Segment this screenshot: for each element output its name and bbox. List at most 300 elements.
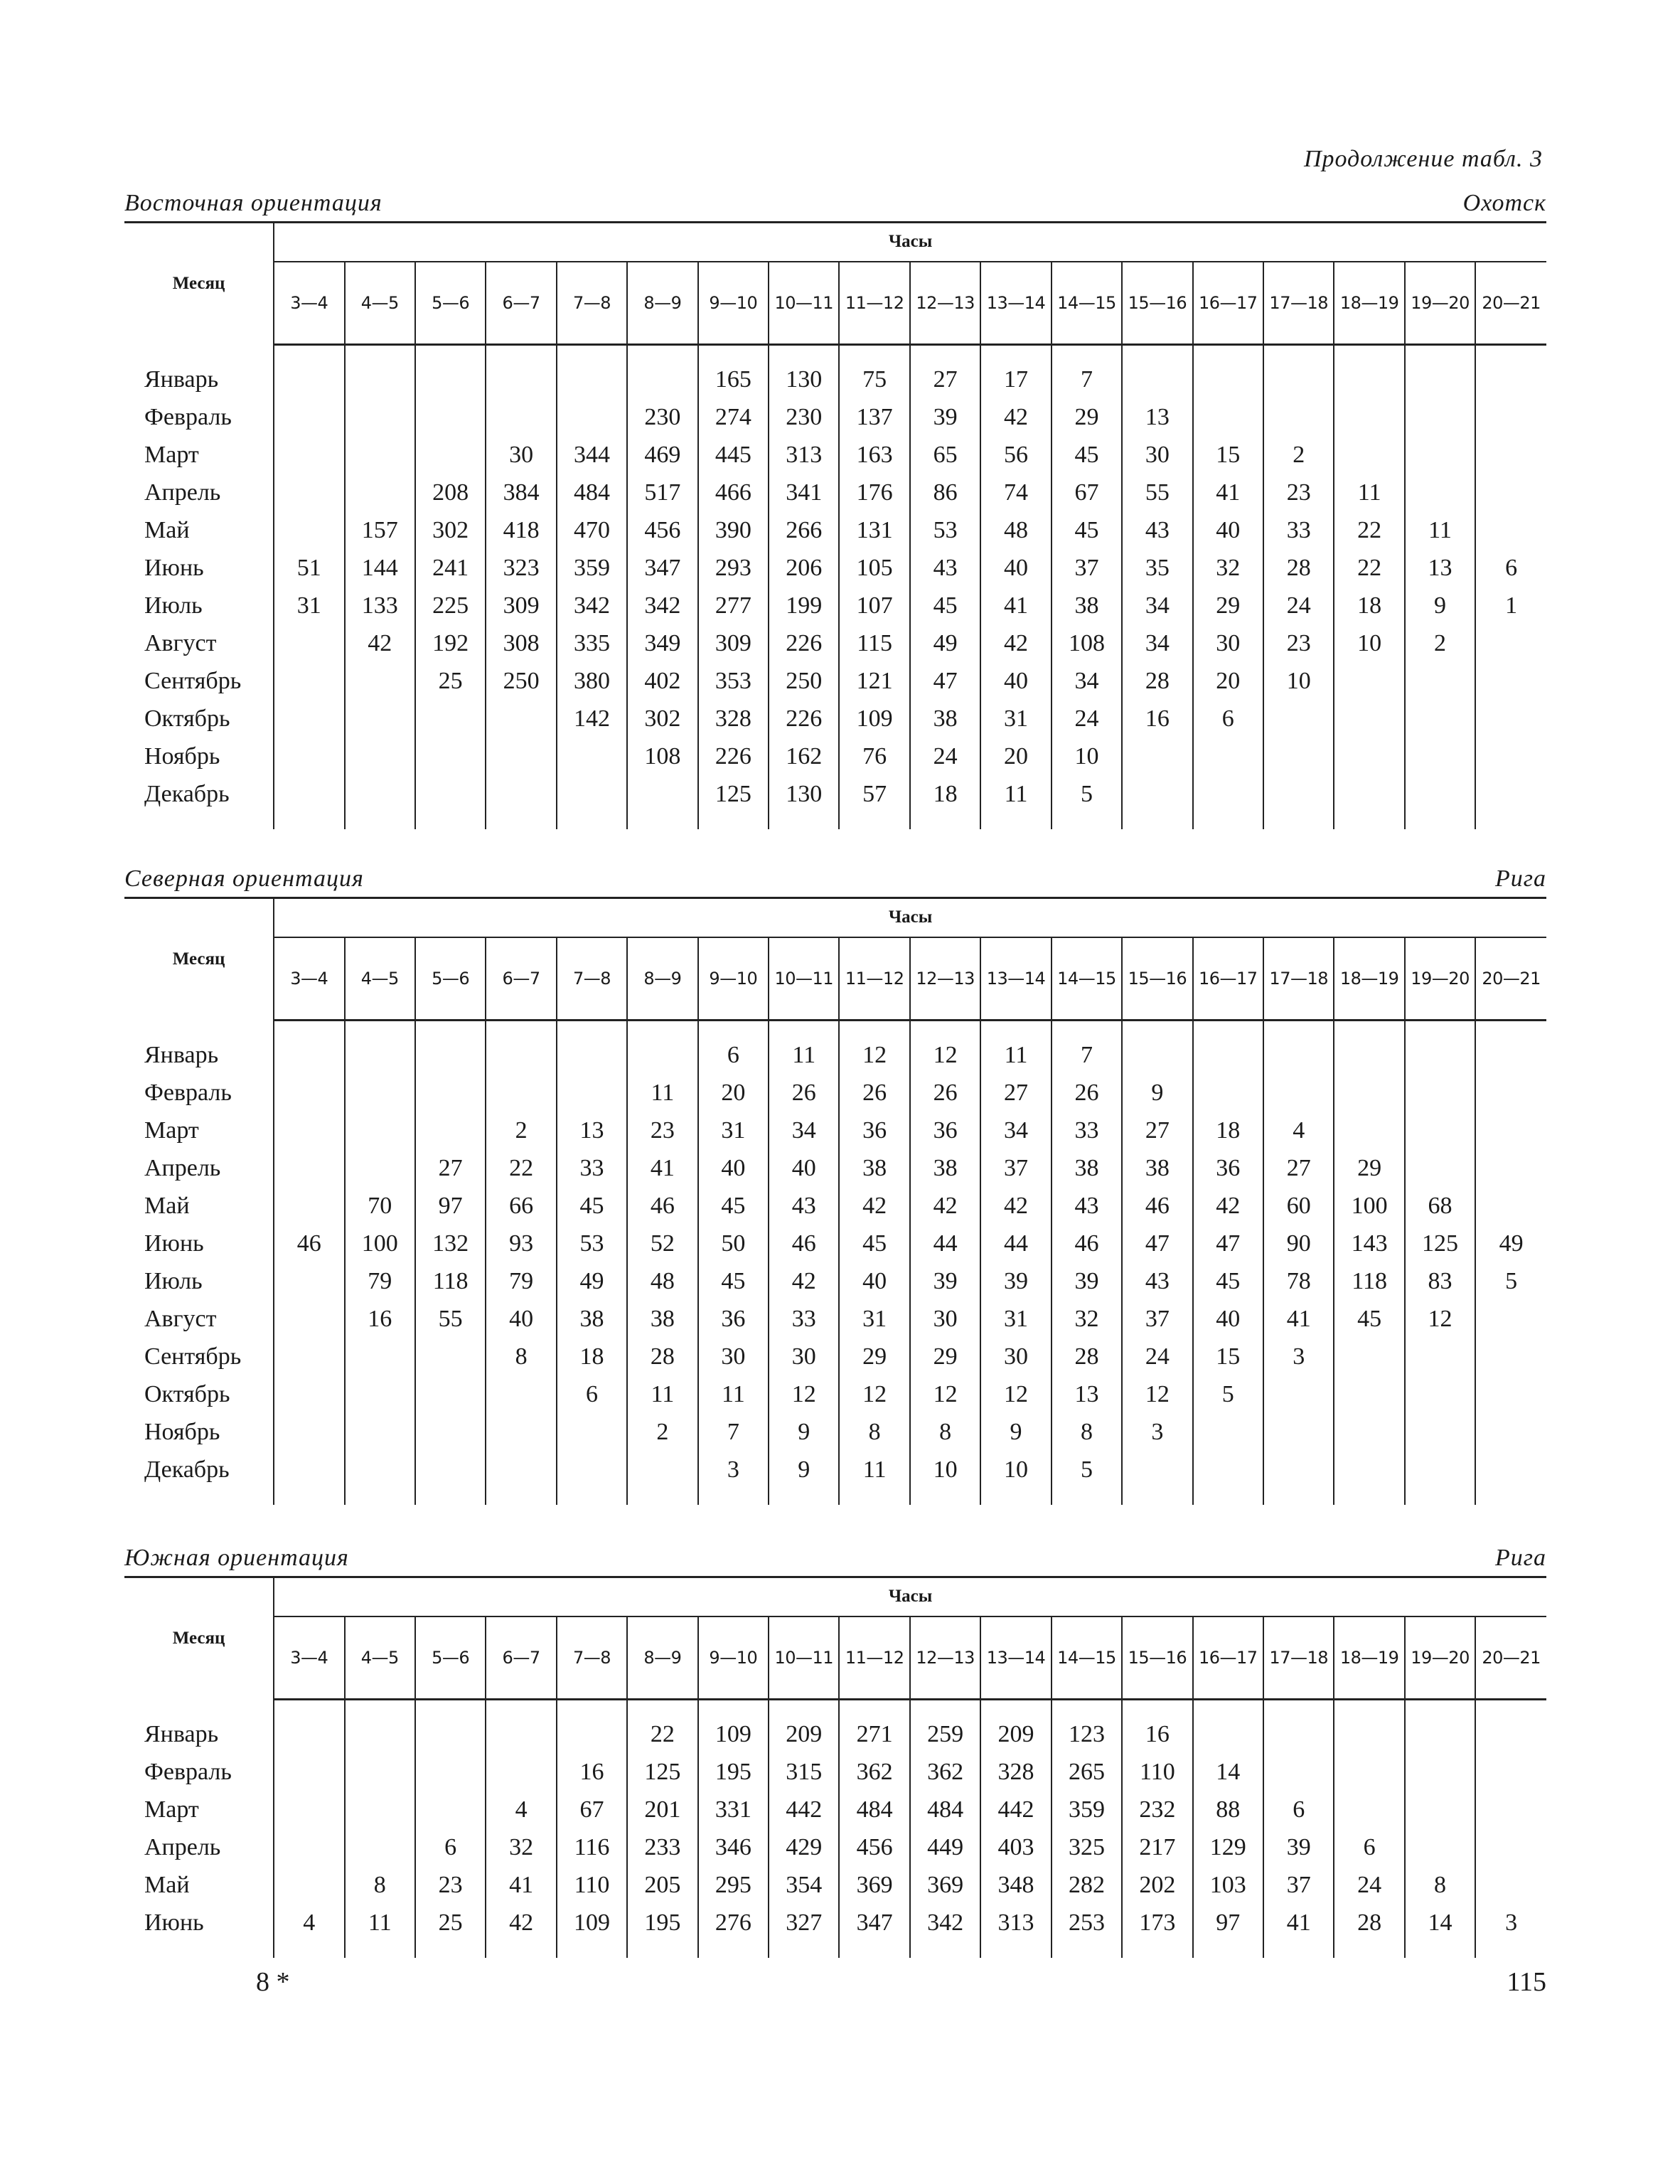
- value-cell: 24: [1052, 701, 1122, 738]
- value-cell: [1405, 1451, 1475, 1489]
- value-cell: [1475, 1037, 1546, 1075]
- spacer-cell: [1052, 814, 1122, 829]
- value-cell: [274, 1754, 344, 1791]
- table-row: [124, 1414, 1546, 1451]
- value-cell: 48: [627, 1263, 697, 1301]
- spacer-cell: [980, 814, 1051, 829]
- value-cell: 40: [769, 1150, 839, 1188]
- value-cell: 11: [345, 1905, 415, 1942]
- value-cell: 33: [1052, 1112, 1122, 1150]
- value-cell: [486, 1376, 556, 1414]
- spacer-row: [124, 814, 1546, 829]
- value-cell: 362: [910, 1754, 980, 1791]
- spacer-cell: [1475, 1020, 1546, 1037]
- value-cell: 5: [1193, 1376, 1263, 1414]
- value-cell: 230: [769, 399, 839, 437]
- value-cell: 325: [1052, 1829, 1122, 1867]
- table-continuation-label: Продолжение табл. 3: [1303, 146, 1543, 172]
- value-cell: [274, 663, 344, 701]
- spacer-cell: [1122, 1942, 1192, 1958]
- value-cell: 36: [1193, 1150, 1263, 1188]
- spacer-cell: [1052, 1489, 1122, 1505]
- value-cell: 195: [698, 1754, 769, 1791]
- value-cell: 16: [1122, 1716, 1192, 1754]
- spacer-row: [124, 1942, 1546, 1958]
- value-cell: 105: [839, 550, 909, 587]
- month-cell: Август: [124, 625, 274, 663]
- value-cell: 50: [698, 1225, 769, 1263]
- value-cell: [1334, 1338, 1404, 1376]
- spacer-cell: [839, 1699, 909, 1716]
- value-cell: 12: [910, 1376, 980, 1414]
- spacer-cell: [124, 1699, 274, 1716]
- value-cell: 27: [1263, 1150, 1334, 1188]
- value-cell: 107: [839, 587, 909, 625]
- column-header-hours: Часы: [274, 898, 1546, 937]
- spacer-cell: [486, 1020, 556, 1037]
- value-cell: 11: [980, 1037, 1051, 1075]
- value-cell: 37: [1122, 1301, 1192, 1338]
- month-cell: Март: [124, 1791, 274, 1829]
- value-cell: 202: [1122, 1867, 1192, 1905]
- value-cell: 232: [1122, 1791, 1192, 1829]
- value-cell: 41: [1263, 1905, 1334, 1942]
- value-cell: 24: [1334, 1867, 1404, 1905]
- spacer-cell: [1405, 1942, 1475, 1958]
- spacer-cell: [1193, 344, 1263, 361]
- month-cell: Июль: [124, 1263, 274, 1301]
- value-cell: [345, 1075, 415, 1112]
- value-cell: 38: [839, 1150, 909, 1188]
- spacer-cell: [1475, 344, 1546, 361]
- month-cell: Январь: [124, 361, 274, 399]
- value-cell: [1405, 1414, 1475, 1451]
- value-cell: [1405, 1376, 1475, 1414]
- value-cell: 46: [1052, 1225, 1122, 1263]
- value-cell: 3: [1263, 1338, 1334, 1376]
- value-cell: 22: [486, 1150, 556, 1188]
- value-cell: [1405, 701, 1475, 738]
- value-cell: 176: [839, 474, 909, 512]
- value-cell: 78: [1263, 1263, 1334, 1301]
- value-cell: [557, 1037, 627, 1075]
- value-cell: 484: [557, 474, 627, 512]
- value-cell: 33: [557, 1150, 627, 1188]
- spacer-cell: [124, 1489, 274, 1505]
- hour-header: 8—9: [627, 937, 697, 1020]
- value-cell: 12: [839, 1376, 909, 1414]
- spacer-cell: [1263, 1489, 1334, 1505]
- value-cell: [415, 1716, 486, 1754]
- hour-header: 18—19: [1334, 937, 1404, 1020]
- value-cell: [345, 1829, 415, 1867]
- value-cell: [1122, 738, 1192, 776]
- table-row: [124, 1867, 1546, 1905]
- value-cell: 209: [769, 1716, 839, 1754]
- value-cell: 313: [980, 1905, 1051, 1942]
- value-cell: 346: [698, 1829, 769, 1867]
- month-cell: Июнь: [124, 1225, 274, 1263]
- value-cell: 20: [1193, 663, 1263, 701]
- hour-header: 18—19: [1334, 262, 1404, 344]
- spacer-cell: [557, 1489, 627, 1505]
- value-cell: 4: [486, 1791, 556, 1829]
- hour-header: 19—20: [1405, 937, 1475, 1020]
- value-cell: 130: [769, 361, 839, 399]
- section-east-okhotsk: [124, 181, 1546, 829]
- value-cell: 74: [980, 474, 1051, 512]
- value-cell: [274, 1414, 344, 1451]
- spacer-cell: [1052, 1020, 1122, 1037]
- value-cell: 157: [345, 512, 415, 550]
- value-cell: [415, 399, 486, 437]
- value-cell: [557, 1716, 627, 1754]
- value-cell: [345, 1376, 415, 1414]
- value-cell: 39: [1052, 1263, 1122, 1301]
- value-cell: [274, 399, 344, 437]
- value-cell: 32: [1052, 1301, 1122, 1338]
- month-cell: Май: [124, 1867, 274, 1905]
- spacer-cell: [627, 1699, 697, 1716]
- spacer-cell: [345, 814, 415, 829]
- hour-header: 11—12: [839, 262, 909, 344]
- value-cell: 23: [415, 1867, 486, 1905]
- table-row: [124, 1225, 1546, 1263]
- spacer-cell: [698, 1699, 769, 1716]
- value-cell: 11: [769, 1037, 839, 1075]
- value-cell: [415, 361, 486, 399]
- value-cell: 5: [1052, 776, 1122, 814]
- value-cell: [1475, 1451, 1546, 1489]
- value-cell: 34: [1122, 587, 1192, 625]
- spacer-cell: [910, 1489, 980, 1505]
- hour-header: 17—18: [1263, 937, 1334, 1020]
- table-header: [124, 223, 1546, 345]
- value-cell: [1405, 1754, 1475, 1791]
- spacer-cell: [1052, 1942, 1122, 1958]
- value-cell: 347: [839, 1905, 909, 1942]
- value-cell: 47: [1193, 1225, 1263, 1263]
- value-cell: [1193, 399, 1263, 437]
- value-cell: 46: [769, 1225, 839, 1263]
- value-cell: [415, 1075, 486, 1112]
- value-cell: 226: [769, 701, 839, 738]
- value-cell: 49: [910, 625, 980, 663]
- value-cell: 9: [1122, 1075, 1192, 1112]
- value-cell: 24: [1122, 1338, 1192, 1376]
- value-cell: 3: [698, 1451, 769, 1489]
- value-cell: [415, 437, 486, 474]
- value-cell: [557, 1414, 627, 1451]
- spacer-cell: [627, 1020, 697, 1037]
- value-cell: 27: [415, 1150, 486, 1188]
- value-cell: 36: [910, 1112, 980, 1150]
- value-cell: [1193, 1414, 1263, 1451]
- value-cell: 110: [557, 1867, 627, 1905]
- spacer-row: [124, 344, 1546, 361]
- month-cell: Сентябрь: [124, 663, 274, 701]
- value-cell: 8: [486, 1338, 556, 1376]
- section-title: Восточная ориентация: [124, 190, 382, 216]
- value-cell: 93: [486, 1225, 556, 1263]
- value-cell: 30: [980, 1338, 1051, 1376]
- value-cell: [1263, 1754, 1334, 1791]
- value-cell: 26: [910, 1075, 980, 1112]
- hour-header: 12—13: [910, 937, 980, 1020]
- spacer-cell: [1193, 1942, 1263, 1958]
- value-cell: 38: [1052, 1150, 1122, 1188]
- hour-header: 5—6: [415, 262, 486, 344]
- value-cell: 49: [557, 1263, 627, 1301]
- value-cell: 46: [627, 1188, 697, 1225]
- value-cell: 34: [980, 1112, 1051, 1150]
- spacer-cell: [557, 814, 627, 829]
- value-cell: 29: [910, 1338, 980, 1376]
- value-cell: 129: [1193, 1829, 1263, 1867]
- value-cell: 34: [1122, 625, 1192, 663]
- page-number: 115: [1507, 1967, 1546, 1997]
- value-cell: [1405, 663, 1475, 701]
- value-cell: 323: [486, 550, 556, 587]
- value-cell: 39: [980, 1263, 1051, 1301]
- spacer-cell: [627, 814, 697, 829]
- value-cell: 390: [698, 512, 769, 550]
- value-cell: 9: [769, 1414, 839, 1451]
- value-cell: 40: [1193, 1301, 1263, 1338]
- spacer-cell: [839, 814, 909, 829]
- value-cell: 18: [557, 1338, 627, 1376]
- month-cell: Октябрь: [124, 701, 274, 738]
- value-cell: [1475, 1414, 1546, 1451]
- month-cell: Март: [124, 1112, 274, 1150]
- value-cell: 277: [698, 587, 769, 625]
- value-cell: 442: [769, 1791, 839, 1829]
- value-cell: [627, 776, 697, 814]
- value-cell: [1475, 1376, 1546, 1414]
- hour-header: 7—8: [557, 937, 627, 1020]
- value-cell: 39: [1263, 1829, 1334, 1867]
- spacer-cell: [1405, 814, 1475, 829]
- value-cell: 123: [1052, 1716, 1122, 1754]
- value-cell: [557, 776, 627, 814]
- table-row: [124, 1716, 1546, 1754]
- hour-header: 15—16: [1122, 262, 1192, 344]
- value-cell: 206: [769, 550, 839, 587]
- table-row: [124, 1263, 1546, 1301]
- spacer-cell: [1334, 1020, 1404, 1037]
- value-cell: 209: [980, 1716, 1051, 1754]
- table-body: [124, 1699, 1546, 1958]
- value-cell: [486, 1754, 556, 1791]
- value-cell: 271: [839, 1716, 909, 1754]
- value-cell: 359: [1052, 1791, 1122, 1829]
- month-cell: Январь: [124, 1716, 274, 1754]
- hour-header: 3—4: [274, 1616, 344, 1699]
- value-cell: 9: [980, 1414, 1051, 1451]
- value-cell: [345, 1037, 415, 1075]
- value-cell: [486, 738, 556, 776]
- value-cell: [274, 1791, 344, 1829]
- value-cell: 12: [839, 1037, 909, 1075]
- month-cell: Декабрь: [124, 776, 274, 814]
- value-cell: [345, 1451, 415, 1489]
- value-cell: 38: [627, 1301, 697, 1338]
- value-cell: 20: [698, 1075, 769, 1112]
- spacer-cell: [1475, 1489, 1546, 1505]
- spacer-cell: [345, 1942, 415, 1958]
- value-cell: [486, 776, 556, 814]
- value-cell: [486, 1716, 556, 1754]
- value-cell: 41: [1193, 474, 1263, 512]
- value-cell: [486, 399, 556, 437]
- section-title-bar: [124, 181, 1546, 221]
- value-cell: 16: [1122, 701, 1192, 738]
- value-cell: 44: [910, 1225, 980, 1263]
- spacer-cell: [557, 1699, 627, 1716]
- value-cell: [627, 361, 697, 399]
- value-cell: [1193, 361, 1263, 399]
- value-cell: [1475, 738, 1546, 776]
- value-cell: 162: [769, 738, 839, 776]
- value-cell: [1334, 663, 1404, 701]
- spacer-cell: [980, 1942, 1051, 1958]
- spacer-cell: [345, 1489, 415, 1505]
- month-cell: Июнь: [124, 1905, 274, 1942]
- value-cell: 7: [1052, 361, 1122, 399]
- spacer-cell: [415, 1020, 486, 1037]
- hour-header: 4—5: [345, 1616, 415, 1699]
- value-cell: 45: [839, 1225, 909, 1263]
- month-cell: Июнь: [124, 550, 274, 587]
- value-cell: [1405, 437, 1475, 474]
- month-cell: Апрель: [124, 1150, 274, 1188]
- value-cell: 66: [486, 1188, 556, 1225]
- value-cell: 205: [627, 1867, 697, 1905]
- spacer-cell: [627, 1489, 697, 1505]
- value-cell: 42: [980, 1188, 1051, 1225]
- column-header-month: Месяц: [124, 1577, 274, 1700]
- value-cell: 2: [486, 1112, 556, 1150]
- value-cell: 10: [910, 1451, 980, 1489]
- table-row: [124, 1301, 1546, 1338]
- month-cell: Ноябрь: [124, 1414, 274, 1451]
- value-cell: 4: [274, 1905, 344, 1942]
- value-cell: [274, 361, 344, 399]
- value-cell: 347: [627, 550, 697, 587]
- value-cell: [274, 1867, 344, 1905]
- value-cell: 7: [698, 1414, 769, 1451]
- value-cell: [415, 1376, 486, 1414]
- hour-header: 17—18: [1263, 1616, 1334, 1699]
- spacer-cell: [1475, 1699, 1546, 1716]
- spacer-cell: [1334, 344, 1404, 361]
- value-cell: [274, 474, 344, 512]
- table-row: [124, 1451, 1546, 1489]
- value-cell: 137: [839, 399, 909, 437]
- value-cell: 11: [627, 1075, 697, 1112]
- value-cell: 67: [557, 1791, 627, 1829]
- value-cell: 43: [1052, 1188, 1122, 1225]
- spacer-cell: [1122, 1020, 1192, 1037]
- table-row: [124, 625, 1546, 663]
- value-cell: 32: [1193, 550, 1263, 587]
- value-cell: 40: [1193, 512, 1263, 550]
- month-cell: Февраль: [124, 1075, 274, 1112]
- value-cell: [1263, 1376, 1334, 1414]
- value-cell: 32: [486, 1829, 556, 1867]
- header-row-top: [124, 898, 1546, 937]
- value-cell: 118: [1334, 1263, 1404, 1301]
- spacer-cell: [345, 1699, 415, 1716]
- value-cell: 55: [415, 1301, 486, 1338]
- value-cell: 22: [1334, 550, 1404, 587]
- value-cell: [274, 1075, 344, 1112]
- value-cell: 12: [1122, 1376, 1192, 1414]
- hour-header: 19—20: [1405, 262, 1475, 344]
- value-cell: [1193, 738, 1263, 776]
- value-cell: [345, 738, 415, 776]
- month-cell: Февраль: [124, 399, 274, 437]
- spacer-cell: [1263, 814, 1334, 829]
- value-cell: [345, 1414, 415, 1451]
- value-cell: 28: [1122, 663, 1192, 701]
- hour-header: 11—12: [839, 1616, 909, 1699]
- value-cell: 2: [1405, 625, 1475, 663]
- hour-header: 6—7: [486, 937, 556, 1020]
- value-cell: [274, 1037, 344, 1075]
- hour-header: 7—8: [557, 1616, 627, 1699]
- month-cell: Апрель: [124, 1829, 274, 1867]
- value-cell: 45: [1052, 437, 1122, 474]
- spacer-cell: [910, 1699, 980, 1716]
- value-cell: 173: [1122, 1905, 1192, 1942]
- value-cell: 42: [980, 625, 1051, 663]
- table-row: [124, 1150, 1546, 1188]
- value-cell: 43: [769, 1188, 839, 1225]
- value-cell: 380: [557, 663, 627, 701]
- hour-header: 20—21: [1475, 262, 1546, 344]
- value-cell: 38: [1052, 587, 1122, 625]
- value-cell: [1334, 437, 1404, 474]
- spacer-cell: [345, 344, 415, 361]
- table-row: [124, 1112, 1546, 1150]
- value-cell: 125: [698, 776, 769, 814]
- value-cell: [1334, 1791, 1404, 1829]
- value-cell: 29: [1193, 587, 1263, 625]
- spacer-cell: [910, 1020, 980, 1037]
- value-cell: 302: [627, 701, 697, 738]
- value-cell: 195: [627, 1905, 697, 1942]
- table-row: [124, 1338, 1546, 1376]
- hour-header: 14—15: [1052, 1616, 1122, 1699]
- section-city: Охотск: [1462, 190, 1546, 216]
- table-row: [124, 1376, 1546, 1414]
- value-cell: 34: [769, 1112, 839, 1150]
- value-cell: 27: [1122, 1112, 1192, 1150]
- section-title-bar: [124, 857, 1546, 897]
- hour-header: 10—11: [769, 937, 839, 1020]
- hour-header: 14—15: [1052, 262, 1122, 344]
- spacer-cell: [910, 814, 980, 829]
- value-cell: 108: [627, 738, 697, 776]
- value-cell: [1475, 512, 1546, 550]
- spacer-cell: [910, 1942, 980, 1958]
- value-cell: 97: [1193, 1905, 1263, 1942]
- value-cell: 79: [345, 1263, 415, 1301]
- value-cell: [1405, 776, 1475, 814]
- value-cell: 259: [910, 1716, 980, 1754]
- hour-header: 13—14: [980, 1616, 1051, 1699]
